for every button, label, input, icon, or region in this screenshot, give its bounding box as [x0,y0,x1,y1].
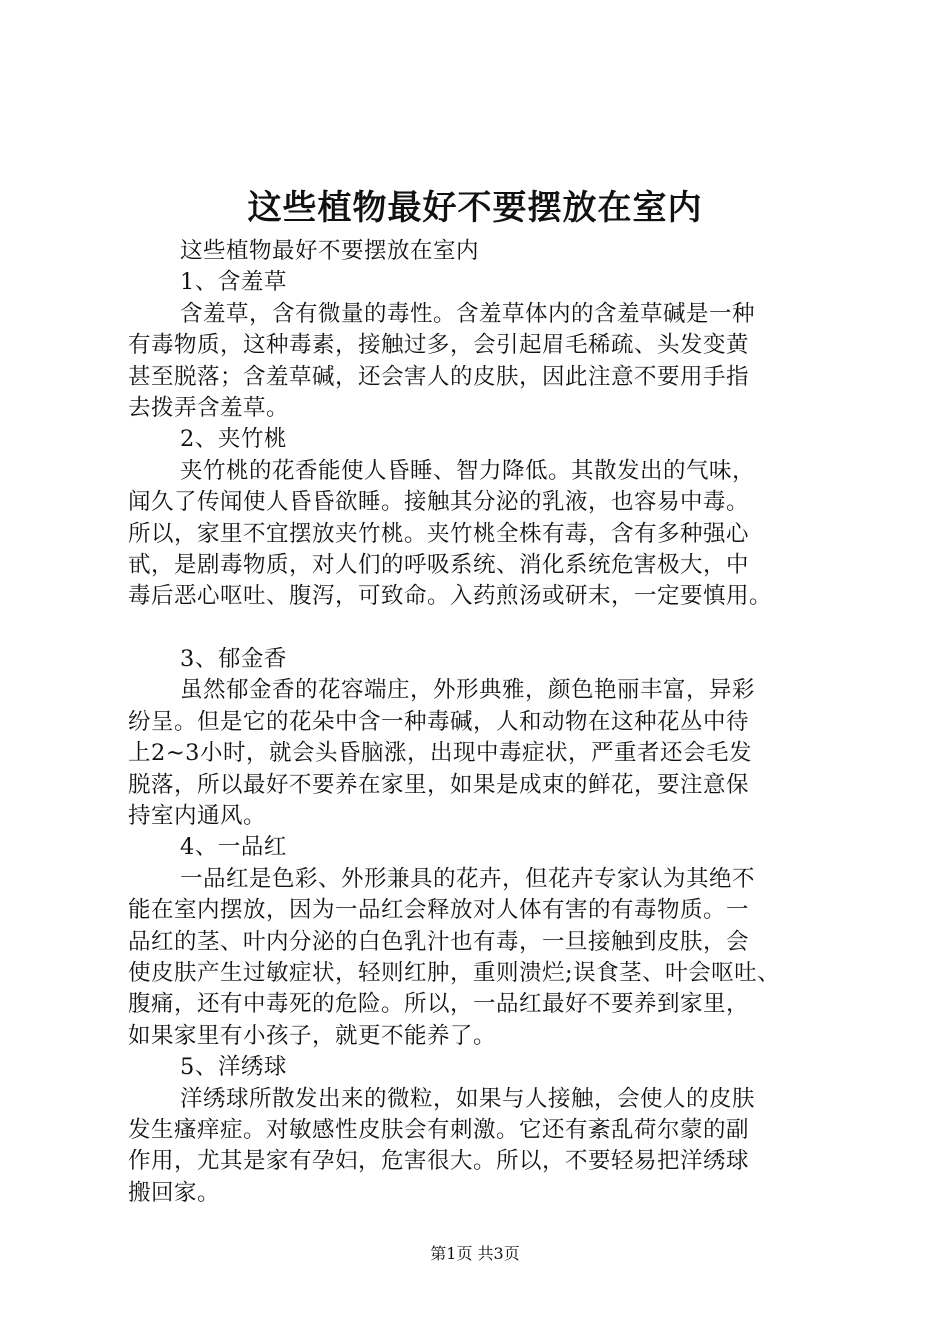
text-line: 含羞草，含有微量的毒性。含羞草体内的含羞草碱是一种 [180,300,756,327]
text-line: 脱落，所以最好不要养在家里，如果是成束的鲜花，要注意保 [128,771,750,798]
text-line: 4、一品红 [180,834,287,861]
page-footer: 第1页 共3页 [430,1244,520,1263]
text-line: 甙，是剧毒物质，对人们的呼吸系统、消化系统危害极大，中 [128,551,750,578]
text-line: 这些植物最好不要摆放在室内 [180,238,480,264]
text-line: 甚至脱落；含羞草碱，还会害人的皮肤，因此注意不要用手指 [128,363,750,390]
text-line: 腹痛，还有中毒死的危险。所以，一品红最好不要养到家里， [128,991,750,1018]
text-line: 闻久了传闻使人昏昏欲睡。接触其分泌的乳液，也容易中毒。 [128,489,750,516]
text-line: 搬回家。 [128,1179,221,1206]
text-line: 夹竹桃的花香能使人昏睡、智力降低。其散发出的气味， [180,457,756,484]
text-line: 5、洋绣球 [180,1054,287,1081]
text-line: 如果家里有小孩子，就更不能养了。 [128,1022,497,1049]
text-line: 发生瘙痒症。对敏感性皮肤会有刺激。它还有紊乱荷尔蒙的副 [128,1116,750,1143]
text-line: 洋绣球所散发出来的微粒，如果与人接触，会使人的皮肤 [180,1085,756,1112]
text-line: 2、夹竹桃 [180,426,287,453]
blank-line [128,613,850,644]
text-line: 去拨弄含羞草。 [128,394,290,421]
text-line: 使皮肤产生过敏症状，轻则红肿，重则溃烂;误食茎、叶会呕吐、 [128,959,781,986]
text-line: 毒后恶心呕吐、腹泻，可致命。入药煎汤或研末，一定要慎用。 [128,583,773,610]
text-line: 上2~3小时，就会头昏脑涨，出现中毒症状，严重者还会毛发 [128,740,752,767]
text-line: 所以，家里不宜摆放夹竹桃。夹竹桃全株有毒，含有多种强心 [128,520,750,547]
text-line: 1、含羞草 [180,269,287,296]
text-line: 一品红是色彩、外形兼具的花卉，但花卉专家认为其绝不 [180,865,756,892]
text-line: 虽然郁金香的花容端庄，外形典雅，颜色艳丽丰富，异彩 [180,677,756,704]
text-line: 品红的茎、叶内分泌的白色乳汁也有毒，一旦接触到皮肤，会 [128,928,750,955]
text-line: 能在室内摆放，因为一品红会释放对人体有害的有毒物质。一 [128,897,750,924]
text-line: 持室内通风。 [128,803,267,830]
document-title: 这些植物最好不要摆放在室内 [247,188,703,228]
text-line: 有毒物质，这种毒素，接触过多，会引起眉毛稀疏、头发变黄 [128,332,750,359]
document-body [128,236,850,1209]
text-line: 3、郁金香 [180,646,287,673]
text-line: 作用，尤其是家有孕妇，危害很大。所以，不要轻易把洋绣球 [128,1148,750,1175]
text-line: 纷呈。但是它的花朵中含一种毒碱，人和动物在这种花丛中待 [128,708,750,735]
